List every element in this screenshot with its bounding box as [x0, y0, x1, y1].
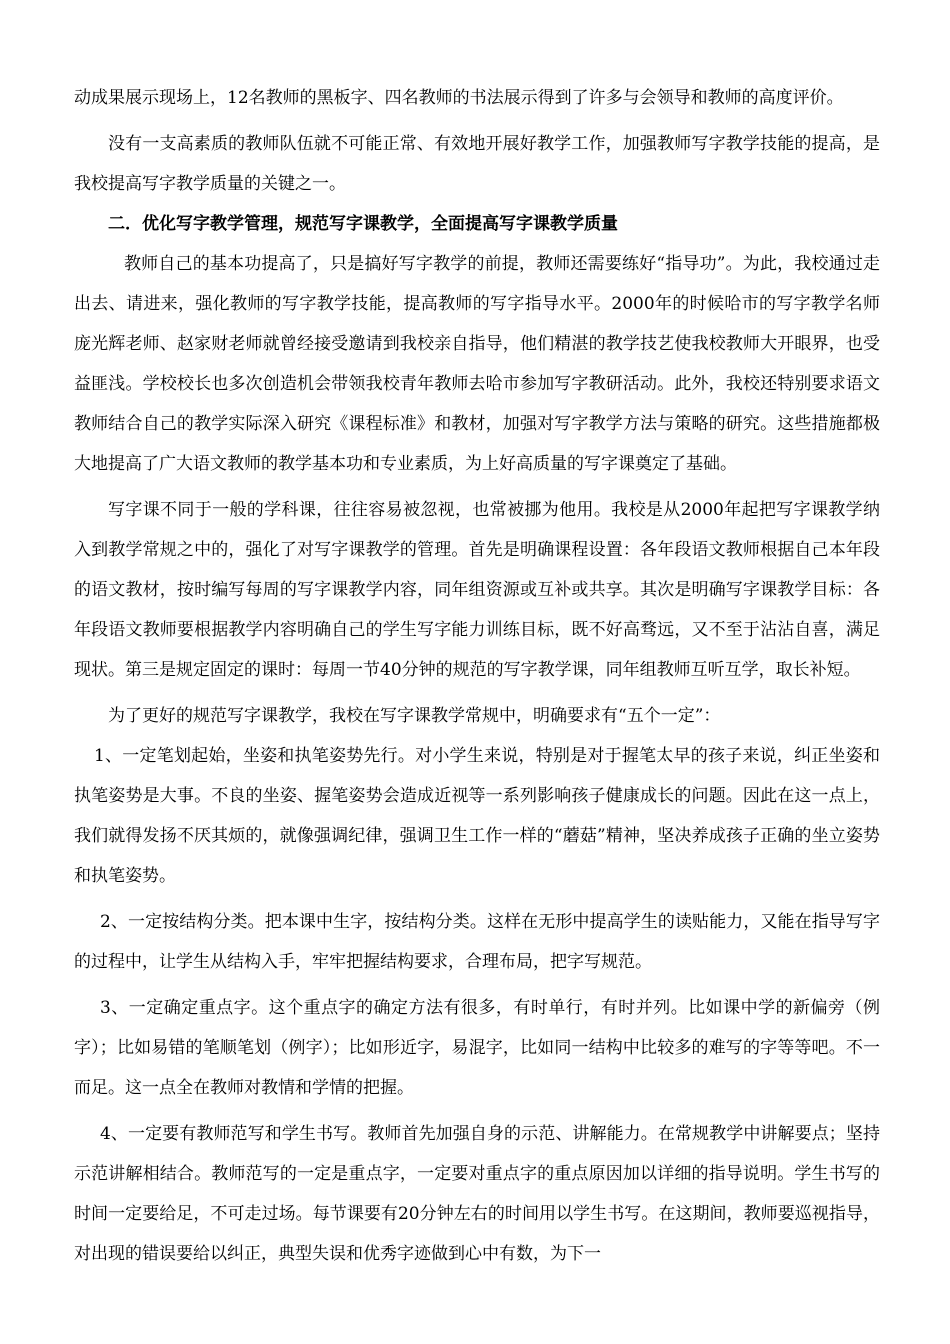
- paragraph-five-rules-intro: 为了更好的规范写字课教学，我校在写字课教学常规中，明确要求有“五个一定”：: [108, 706, 721, 726]
- list-item-rule-2: 2、一定按结构分类。把本课中生字，按结构分类。这样在无形中提高学生的读贴能力，又能在指导写字的过程中，让学生从结构入手，牢牢把握结构要求，合理布局，把字写规范。: [74, 912, 880, 972]
- section-heading-2: 二．优化写字教学管理，规范写字课教学，全面提高写字课教学质量: [108, 214, 618, 234]
- paragraph-writing-class-management: 写字课不同于一般的学科课，往往容易被忽视，也常被挪为他用。我校是从2000年起把写字课教学纳入到教学常规之中的，强化了对写字课教学的管理。首先是明确课程设置：各年段语文教师根据自己本年段的语文教材，按时编写每周的写字课教学内容，同年组资源或互补或共享。其次是明确写字课教学目标：各年段语文教师要根据教学内容明确自己的学生写字能力训练目标，既不好高骛远，又不至于沾沾自喜，满足现状。第三是规定固定的课时：每周一节40分钟的规范的写字教学课，同年组教师互听互学，取长补短。: [74, 500, 880, 680]
- list-item-rule-1: 1、一定笔划起始，坐姿和执笔姿势先行。对小学生来说，特别是对于握笔太早的孩子来说，纠正坐姿和执笔姿势是大事。不良的坐姿、握笔姿势会造成近视等一系列影响孩子健康成长的问题。因此在这一点上，我们就得发扬不厌其烦的，就像强调纪律，强调卫生工作一样的“蘑菇”精神，坚决养成孩子正确的坐立姿势和执笔姿势。: [74, 746, 880, 886]
- list-item-rule-3: 3、一定确定重点字。这个重点字的确定方法有很多，有时单行，有时并列。比如课中学的新偏旁（例字）；比如易错的笔顺笔划（例字）；比如形近字，易混字，比如同一结构中比较多的难写的字等等吧。不一而足。这一点全在教师对教情和学情的把握。: [74, 998, 880, 1098]
- paragraph-guidance-skill: 教师自己的基本功提高了，只是搞好写字教学的前提，教师还需要练好“指导功”。为此，我校通过走出去、请进来，强化教师的写字教学技能，提高教师的写字指导水平。2000年的时候哈市的写字教学名师庞光辉老师、赵家财老师就曾经接受邀请到我校亲自指导，他们精湛的教学技艺使我校教师大开眼界，也受益匪浅。学校校长也多次创造机会带领我校青年教师去哈市参加写字教研活动。此外，我校还特别要求语文教师结合自己的教学实际深入研究《课程标准》和教材，加强对写字教学方法与策略的研究。这些措施都极大地提高了广大语文教师的教学基本功和专业素质，为上好高质量的写字课奠定了基础。: [74, 254, 880, 474]
- paragraph-teacher-quality: 没有一支高素质的教师队伍就不可能正常、有效地开展好教学工作，加强教师写字教学技能的提高，是我校提高写字教学质量的关键之一。: [74, 134, 880, 194]
- paragraph-continuation: 动成果展示现场上，12名教师的黑板字、四名教师的书法展示得到了许多与会领导和教师的高度评价。: [74, 88, 844, 108]
- document-page: [74, 78, 880, 1274]
- list-item-rule-4: 4、一定要有教师范写和学生书写。教师首先加强自身的示范、讲解能力。在常规教学中讲解要点；坚持示范讲解相结合。教师范写的一定是重点字，一定要对重点字的重点原因加以详细的指导说明。学生书写的时间一定要给足，不可走过场。每节课要有20分钟左右的时间用以学生书写。在这期间，教师要巡视指导，对出现的错误要给以纠正，典型失误和优秀字迹做到心中有数，为下一: [74, 1124, 880, 1264]
